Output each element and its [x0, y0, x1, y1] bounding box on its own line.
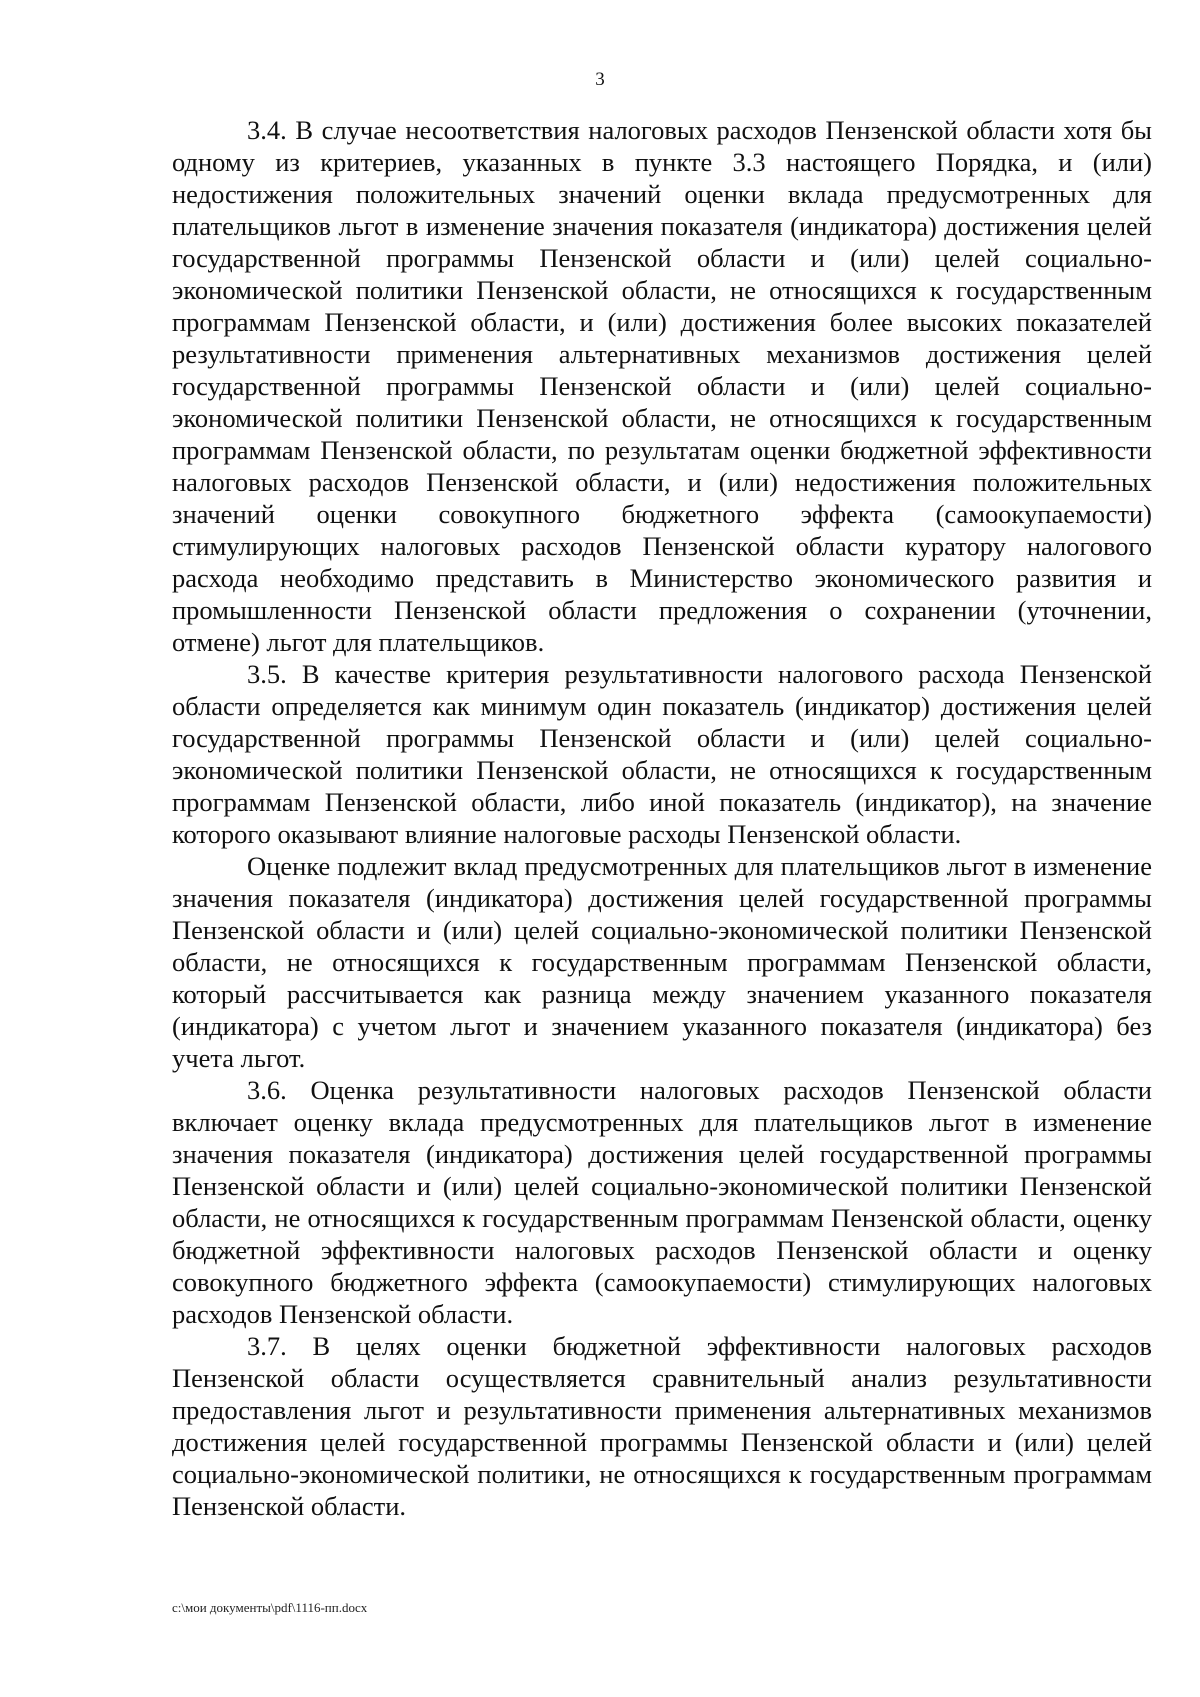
page-number: 3: [595, 69, 605, 90]
footer-file-path: c:\мои документы\pdf\1116-пп.docx: [172, 1600, 368, 1615]
paragraph-3-5-assessment: Оценке подлежит вклад предусмотренных для плательщиков льгот в изменение значения показателя (индикатора) достижения целей государственной программы Пензенской области и (или) целей социально-экономической политики Пензенской области, не относящихся к государственным программам Пензенской области, который рассчитывается как разница между значением указанного показателя (индикатора) с учетом льгот и значением указанного показателя (индикатора) без учета льгот.: [172, 851, 1152, 1073]
paragraph-3-7: 3.7. В целях оценки бюджетной эффективности налоговых расходов Пензенской области осуществляется сравнительный анализ результативности предоставления льгот и результативности применения альтернативных механизмов достижения целей государственной программы Пензенской области и (или) целей социально-экономической политики, не относящихся к государственным программам Пензенской области.: [172, 1331, 1152, 1521]
paragraph-3-5: 3.5. В качестве критерия результативности налогового расхода Пензенской области определяется как минимум один показатель (индикатор) достижения целей государственной программы Пензенской области и (или) целей социально-экономической политики Пензенской области, не относящихся к государственным программам Пензенской области, либо иной показатель (индикатор), на значение которого оказывают влияние налоговые расходы Пензенской области.: [172, 659, 1152, 849]
paragraph-3-6: 3.6. Оценка результативности налоговых расходов Пензенской области включает оценку вклада предусмотренных для плательщиков льгот в изменение значения показателя (индикатора) достижения целей государственной программы Пензенской области и (или) целей социально-экономической политики Пензенской области, не относящихся к государственным программам Пензенской области, оценку бюджетной эффективности налоговых расходов Пензенской области и оценку совокупного бюджетного эффекта (самоокупаемости) стимулирующих налоговых расходов Пензенской области.: [172, 1075, 1152, 1329]
document-body: [172, 114, 1152, 1522]
paragraph-3-4: 3.4. В случае несоответствия налоговых расходов Пензенской области хотя бы одному из критериев, указанных в пункте 3.3 настоящего Порядка, и (или) недостижения положительных значений оценки вклада предусмотренных для плательщиков льгот в изменение значения показателя (индикатора) достижения целей государственной программы Пензенской области и (или) целей социально-экономической политики Пензенской области, не относящихся к государственным программам Пензенской области, и (или) достижения более высоких показателей результативности применения альтернативных механизмов достижения целей государственной программы Пензенской области и (или) целей социально-экономической политики Пензенской области, не относящихся к государственным программам Пензенской области, по результатам оценки бюджетной эффективности налоговых расходов Пензенской области, и (или) недостижения положительных значений оценки совокупного бюджетного эффекта (самоокупаемости) стимулирующих налоговых расходов Пензенской области куратору налогового расхода необходимо представить в Министерство экономического развития и промышленности Пензенской области предложения о сохранении (уточнении, отмене) льгот для плательщиков.: [172, 115, 1152, 657]
